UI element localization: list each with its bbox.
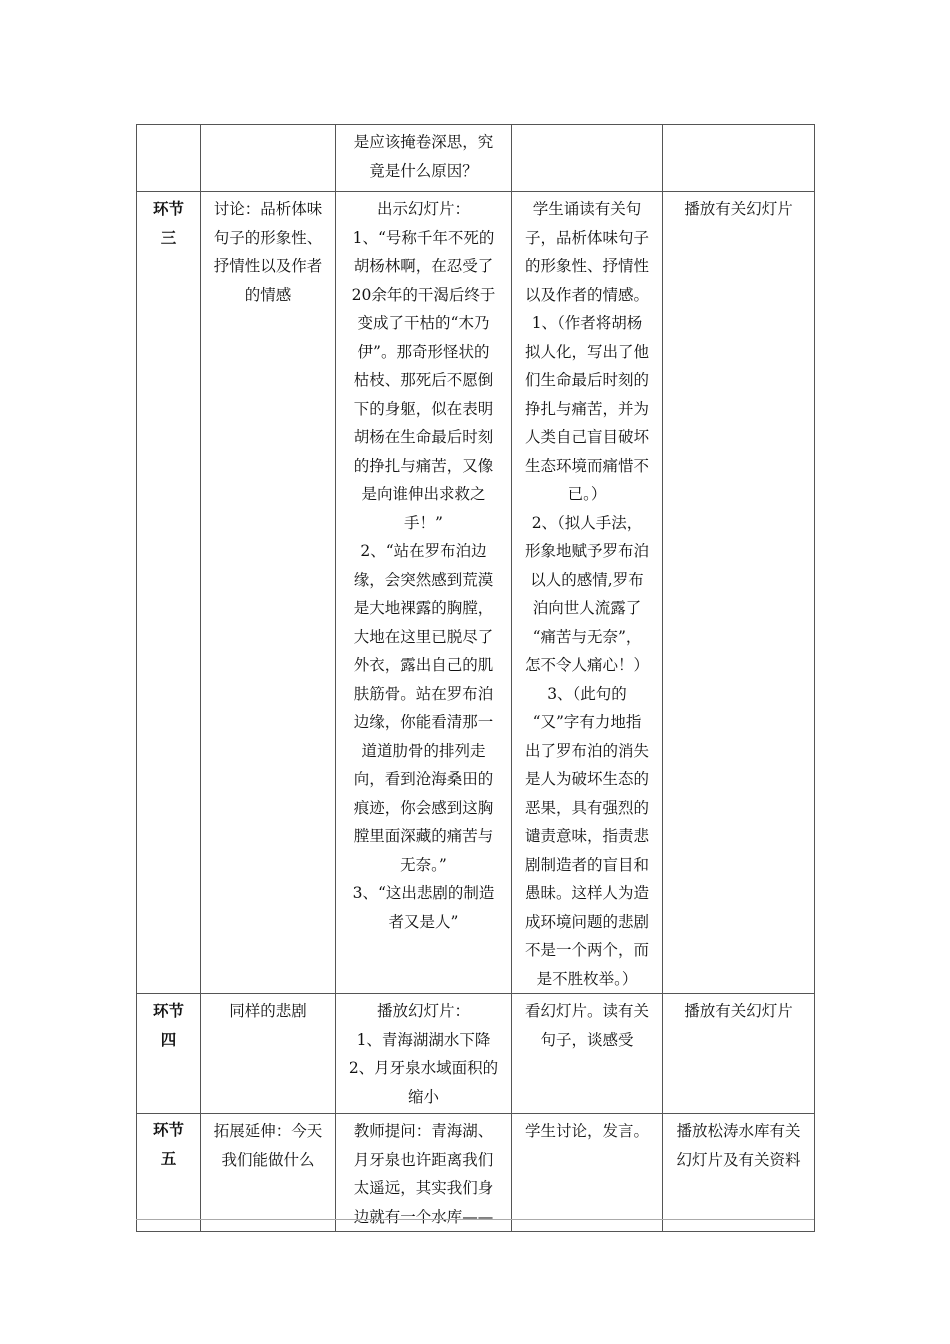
student-activity-cell bbox=[512, 1114, 663, 1232]
text-line: 出示幻灯片： bbox=[376, 200, 470, 218]
text-line: 手！” bbox=[404, 513, 443, 532]
text-line: 3、“这出悲剧的制造 bbox=[352, 884, 495, 902]
text-line: 子，品析体味句子 bbox=[524, 228, 649, 247]
text-line: 恶果，具有强烈的 bbox=[524, 798, 649, 817]
media-cell bbox=[663, 192, 815, 994]
text-line: 是人为破坏生态的 bbox=[524, 770, 649, 788]
text-line: 道道肋骨的排列走 bbox=[361, 741, 486, 760]
text-line: 月牙泉也许距离我们 bbox=[353, 1150, 494, 1169]
text-line: 播放幻灯片： bbox=[376, 1002, 470, 1020]
stage-number: 五 bbox=[160, 1149, 177, 1168]
text-line: 1、青海湖湖水下降 bbox=[356, 1030, 491, 1049]
text-line: 学生诵读有关句 bbox=[532, 200, 642, 218]
text-line: 3、（此句的 bbox=[547, 684, 627, 703]
text-line: 下的身躯，似在表明 bbox=[353, 399, 494, 418]
text-line: 2、（拟人手法， bbox=[531, 513, 643, 532]
text-line: 怎不令人痛心！） bbox=[524, 656, 649, 674]
table-row bbox=[137, 1114, 815, 1232]
text-line: 剧制造者的盲目和 bbox=[524, 855, 649, 874]
text-line: 句子的形象性、 bbox=[213, 228, 323, 247]
text-line: 抒情性以及作者 bbox=[213, 257, 323, 275]
media-cell bbox=[663, 1114, 815, 1232]
text-line: 边缘，你能看清那一 bbox=[353, 713, 494, 731]
text-line: 谴责意味，指责悲 bbox=[524, 827, 649, 845]
text-line: 是大地裸露的胸膛， bbox=[353, 599, 494, 617]
text-line: 向，看到沧海桑田的 bbox=[353, 770, 494, 788]
text-line: 缘，会突然感到荒漠 bbox=[353, 570, 494, 589]
text-line: 边就有一个水库—— bbox=[353, 1207, 494, 1226]
text-line: 人类自己盲目破坏 bbox=[524, 428, 649, 446]
lesson-plan-table bbox=[136, 124, 815, 1232]
text-line: 生态环境而痛惜不 bbox=[524, 456, 649, 475]
stage-label: 环节 bbox=[152, 200, 184, 218]
stage-label: 环节 bbox=[152, 1002, 184, 1020]
text-line: 的挣扎与痛苦，又像 bbox=[353, 456, 494, 475]
text-line: 胡杨在生命最后时刻 bbox=[353, 428, 494, 446]
text-line: 播放有关幻灯片 bbox=[684, 200, 793, 218]
text-line: 的情感 bbox=[244, 285, 292, 304]
text-line: 教师提问：青海湖、 bbox=[353, 1122, 494, 1140]
text-line: 挣扎与痛苦，并为 bbox=[524, 399, 649, 418]
text-line: 们生命最后时刻的 bbox=[524, 371, 649, 389]
text-line: 外衣，露出自己的肌 bbox=[353, 656, 494, 674]
stage-number: 三 bbox=[160, 228, 177, 247]
text-line: 句子，谈感受 bbox=[540, 1030, 634, 1049]
text-line: “又”字有力地指 bbox=[532, 713, 642, 731]
text-line: 竟是什么原因？ bbox=[369, 161, 478, 180]
stage-cell bbox=[137, 1114, 201, 1232]
stage-label: 环节 bbox=[152, 1121, 184, 1139]
text-line: 幻灯片及有关资料 bbox=[676, 1150, 801, 1169]
stage-cell bbox=[137, 125, 201, 192]
text-line: 我们能做什么 bbox=[221, 1150, 315, 1169]
teacher-activity-cell bbox=[336, 192, 512, 994]
page-cut-rule bbox=[136, 1219, 814, 1220]
topic-cell bbox=[201, 125, 336, 192]
text-line: 成环境问题的悲剧 bbox=[524, 912, 649, 931]
text-line: 无奈。” bbox=[400, 855, 447, 874]
text-line: 者又是人” bbox=[388, 912, 459, 931]
text-line: 1、（作者将胡杨 bbox=[531, 314, 643, 332]
text-line: 讨论：品析体味 bbox=[213, 200, 323, 218]
topic-cell bbox=[201, 192, 336, 994]
media-cell bbox=[663, 994, 815, 1114]
topic-cell bbox=[201, 1114, 336, 1232]
text-line: 20余年的干渴后终于 bbox=[351, 285, 496, 304]
text-line: 太遥远，其实我们身 bbox=[353, 1179, 494, 1197]
teacher-activity-cell bbox=[336, 1114, 512, 1232]
text-line: 的形象性、抒情性 bbox=[524, 257, 649, 275]
text-line: 学生讨论，发言。 bbox=[524, 1122, 649, 1140]
table-row bbox=[137, 994, 815, 1114]
text-line: 拓展延伸：今天 bbox=[213, 1122, 323, 1140]
text-line: 愚昧。这样人为造 bbox=[524, 884, 649, 902]
text-line: 看幻灯片。读有关 bbox=[524, 1002, 649, 1020]
text-line: 出了罗布泊的消失 bbox=[524, 741, 649, 760]
text-line: 是应该掩卷深思，究 bbox=[353, 133, 494, 151]
text-line: 拟人化，写出了他 bbox=[524, 342, 649, 361]
text-line: 播放松涛水库有关 bbox=[676, 1122, 801, 1140]
text-line: 已。） bbox=[567, 485, 607, 503]
text-line: 播放有关幻灯片 bbox=[684, 1002, 793, 1020]
text-line: 是不胜枚举。） bbox=[536, 969, 638, 988]
table-row bbox=[137, 125, 815, 192]
text-line: 伊”。那奇形怪状的 bbox=[357, 342, 490, 361]
text-line: 缩小 bbox=[407, 1087, 439, 1106]
student-activity-cell bbox=[512, 192, 663, 994]
text-line: 胡杨林啊，在忍受了 bbox=[353, 257, 494, 275]
text-line: 以人的感情,罗布 bbox=[530, 570, 644, 589]
text-line: 肤筋骨。站在罗布泊 bbox=[353, 684, 494, 703]
text-line: 变成了干枯的“木乃 bbox=[357, 314, 490, 332]
teacher-activity-cell bbox=[336, 994, 512, 1114]
text-line: 1、“号称千年不死的 bbox=[352, 228, 495, 247]
text-line: 大地在这里已脱尽了 bbox=[353, 627, 494, 646]
text-line: 2、“站在罗布泊边 bbox=[360, 542, 487, 560]
text-line: 2、月牙泉水域面积的 bbox=[348, 1059, 499, 1077]
text-line: 泊向世人流露了 bbox=[532, 599, 642, 617]
text-line: 不是一个两个，而 bbox=[524, 941, 649, 959]
text-line: 痕迹，你会感到这胸 bbox=[353, 798, 494, 817]
stage-number: 四 bbox=[160, 1030, 177, 1049]
text-line: 形象地赋予罗布泊 bbox=[524, 542, 649, 560]
text-line: 是向谁伸出求救之 bbox=[361, 485, 486, 503]
table-row bbox=[137, 192, 815, 994]
teacher-activity-cell bbox=[336, 125, 512, 192]
text-line: 膛里面深藏的痛苦与 bbox=[353, 827, 494, 845]
text-line: 枯枝、那死后不愿倒 bbox=[353, 371, 494, 389]
stage-cell bbox=[137, 994, 201, 1114]
stage-cell bbox=[137, 192, 201, 994]
text-line: 同样的悲剧 bbox=[229, 1002, 307, 1020]
text-line: “痛苦与无奈”， bbox=[532, 627, 642, 646]
student-activity-cell bbox=[512, 994, 663, 1114]
student-activity-cell bbox=[512, 125, 663, 192]
media-cell bbox=[663, 125, 815, 192]
topic-cell bbox=[201, 994, 336, 1114]
text-line: 以及作者的情感。 bbox=[524, 285, 649, 304]
